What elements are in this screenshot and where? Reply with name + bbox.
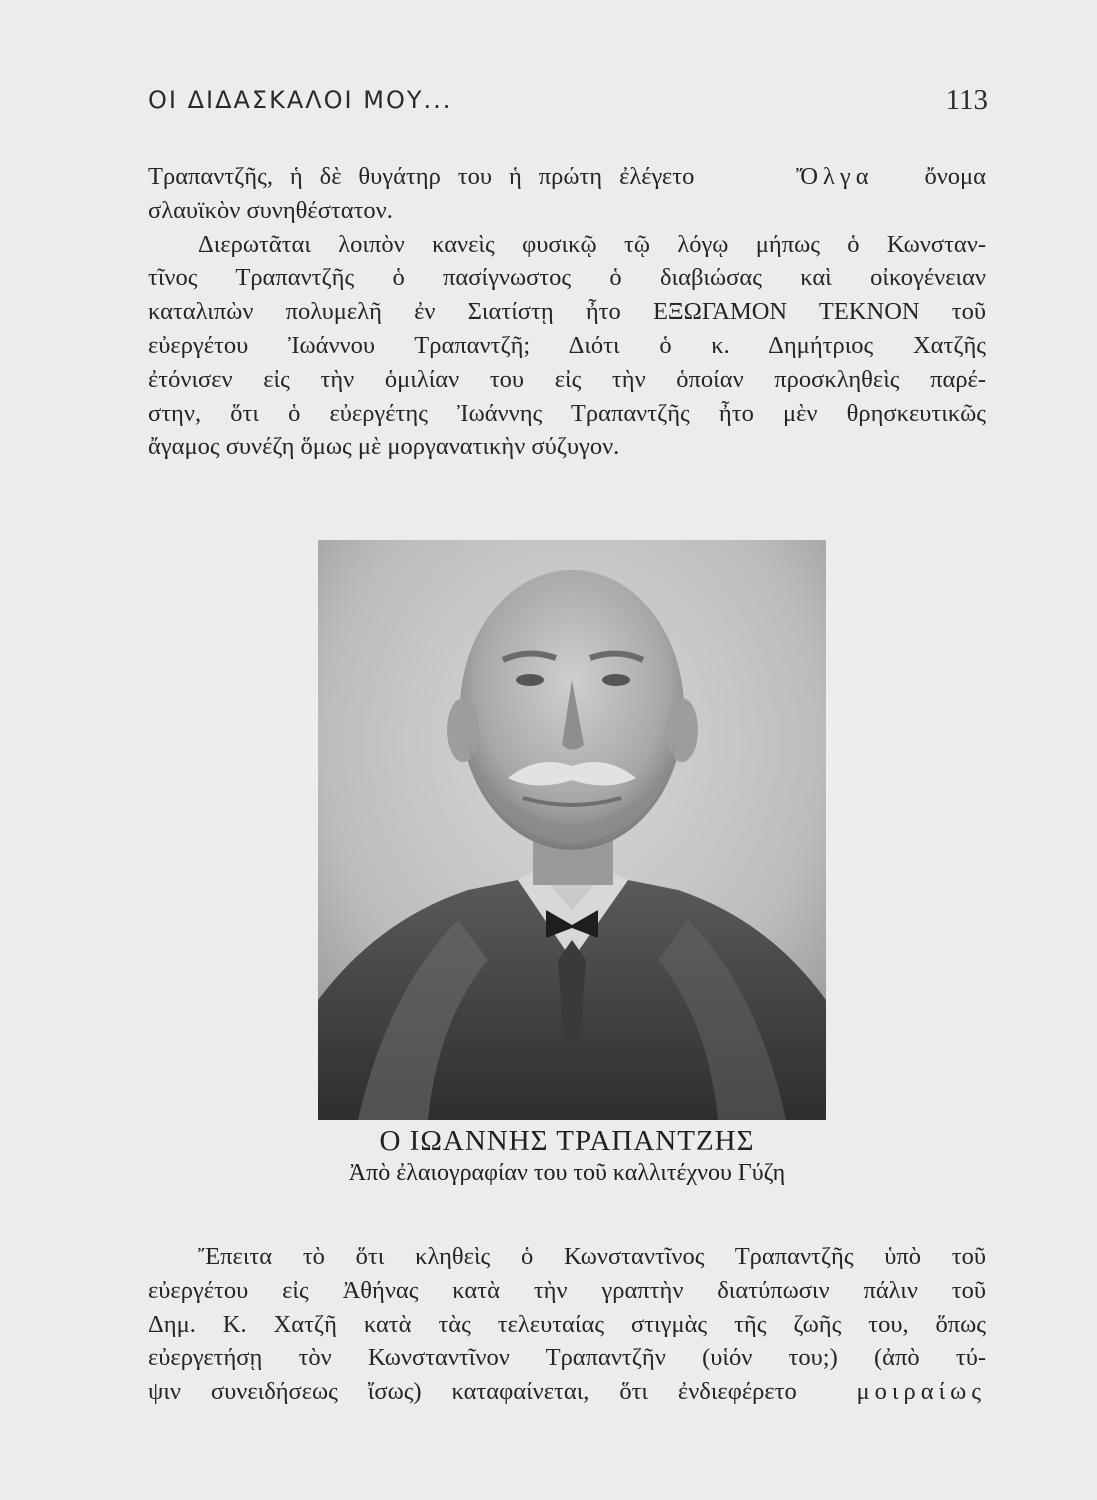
page-header — [148, 86, 988, 122]
text-line: ἄγαμος συνέζη ὅμως μὲ μοργανατικὴν σύζυγον. — [148, 433, 620, 461]
portrait-image — [318, 540, 826, 1120]
page-number: 113 — [945, 84, 988, 116]
spaced-name: Ὄλγα — [796, 163, 874, 190]
text-line: καταλιπὼν πολυμελῆ ἐν Σιατίστῃ ἦτο ΕΞΩΓΑΜΟΝ ΤΕΚΝΟΝ τοῦ — [148, 298, 986, 326]
portrait-caption-subtitle: Ἀπὸ ἐλαιογραφίαν του τοῦ καλλιτέχνου Γύζη — [348, 1160, 786, 1186]
text-line: ἐτόνισεν εἰς τὴν ὁμιλίαν του εἰς τὴν ὁποίαν προσκληθεὶς παρέ- — [148, 365, 986, 393]
spaced-word: μοιραίως — [856, 1378, 986, 1406]
text-line: εὐεργέτου εἰς Ἀθήνας κατὰ τὴν γραπτὴν διατύπωσιν πάλιν τοῦ — [148, 1276, 986, 1304]
running-head: ΟΙ ΔΙΔΑΣΚΑΛΟΙ ΜΟΥ... — [148, 86, 453, 114]
text-line: τῖνος Τραπαντζῆς ὁ πασίγνωστος ὁ διαβιώσας καὶ οἰκογένειαν — [148, 264, 986, 292]
text-line: εὐεργέτου Ἰωάννου Τραπαντζῆ; Διότι ὁ κ. Δημήτριος Χατζῆς — [148, 331, 986, 359]
paragraph-top — [148, 160, 986, 464]
text-line: Τραπαντζῆς, ἡ δὲ θυγάτηρ του ἡ πρώτη ἐλέγετο Ὄλγα ὄνομα — [148, 163, 986, 190]
paragraph-bottom — [148, 1240, 986, 1409]
text-line: Ἔπειτα τὸ ὅτι κληθεὶς ὁ Κωνσταντῖνος Τραπαντζῆς ὑπὸ τοῦ — [198, 1243, 986, 1270]
text-line: ψιν συνειδήσεως ἴσως) καταφαίνεται, ὅτι ἐνδιεφέρετο μοιραίως — [148, 1378, 986, 1406]
text-line: στην, ὅτι ὁ εὐεργέτης Ἰωάννης Τραπαντζῆς ἦτο μὲν θρησκευτικῶς — [148, 399, 986, 427]
text-line: σλαυϊκὸν συνηθέστατον. — [148, 196, 393, 224]
text-line: Δημ. Κ. Χατζῆ κατὰ τὰς τελευταίας στιγμὰς τῆς ζωῆς του, ὅπως — [148, 1310, 986, 1338]
text-line: εὐεργετήσῃ τὸν Κωνσταντῖνον Τραπαντζῆν (υἱόν του;) (ἀπὸ τύ- — [148, 1344, 986, 1372]
text-line: Διερωτᾶται λοιπὸν κανεὶς φυσικῷ τῷ λόγῳ μήπως ὁ Κωνσταν- — [198, 230, 986, 258]
portrait-caption-title: Ο ΙΩΑΝΝΗΣ ΤΡΑΠΑΝΤΖΗΣ — [379, 1125, 755, 1157]
